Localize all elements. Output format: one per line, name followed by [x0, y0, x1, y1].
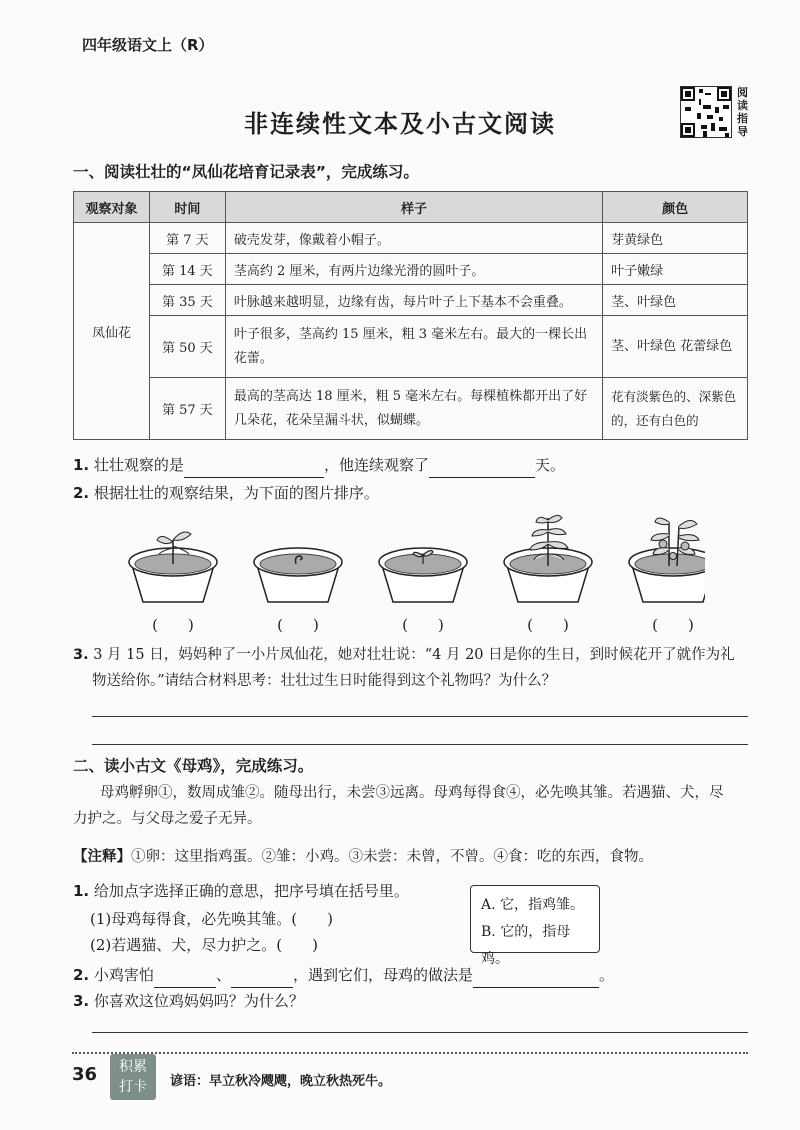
- look-cell: 茎高约 2 厘米，有两片边缘光滑的圆叶子。: [225, 254, 602, 285]
- order-blank-4[interactable]: ( ): [527, 616, 569, 634]
- accumulate-badge: [110, 1054, 156, 1100]
- section1-heading: 一、阅读壮壮的“凤仙花培育记录表”，完成练习。: [73, 163, 419, 181]
- question-text: 壮壮观察的是: [93, 456, 184, 474]
- book-label: 四年级语文上（R）: [82, 36, 214, 54]
- table-header: 时间: [149, 192, 225, 223]
- table-header: 样子: [225, 192, 602, 223]
- option-a: A. 它，指鸡雏。: [481, 897, 585, 913]
- question-text: 根据壮壮的观察结果，为下面的图片排序。: [93, 484, 379, 502]
- notes: [73, 844, 653, 870]
- subject-cell: 凤仙花: [74, 223, 150, 440]
- plant-pictures: [125, 510, 705, 610]
- question-number: 2.: [73, 966, 90, 984]
- table-row: [74, 254, 748, 285]
- question-text: 给加点字选择正确的意思，把序号填在括号里。: [93, 882, 409, 900]
- notes-text: ①卵：这里指鸡蛋。②雏：小鸡。③未尝：未曾，不曾。④食：吃的东西，食物。: [131, 849, 653, 865]
- qr-code[interactable]: [680, 86, 732, 138]
- question-3-cont: 物送给你。”请结合材料思考：壮壮过生日时能得到这个礼物吗？为什么？: [92, 673, 557, 689]
- s2-question-3: [73, 988, 304, 1014]
- table-row: [74, 285, 748, 316]
- page-number: 36: [72, 1064, 98, 1085]
- answer-line[interactable]: [92, 1032, 748, 1033]
- page-title: 非连续性文本及小古文阅读: [244, 109, 556, 138]
- time-cell: 第 7 天: [149, 223, 225, 254]
- answer-blank[interactable]: [429, 460, 535, 478]
- question-number: 2.: [73, 484, 90, 502]
- record-table: [73, 191, 748, 440]
- answer-line[interactable]: [92, 744, 748, 745]
- order-blank-5[interactable]: ( ): [652, 616, 694, 634]
- option-b: B. 它的，指母鸡。: [481, 924, 571, 967]
- color-cell: 茎、叶绿色 花蕾绿色: [603, 316, 748, 378]
- time-cell: 第 50 天: [149, 316, 225, 378]
- question-text: 你喜欢这位鸡妈妈吗？为什么？: [93, 992, 304, 1010]
- look-cell: 破壳发芽，像戴着小帽子。: [225, 223, 602, 254]
- notes-label: 【注释】: [73, 849, 131, 865]
- color-cell: 花有淡紫色的、深紫色的，还有白色的: [603, 378, 748, 440]
- order-blank-3[interactable]: ( ): [402, 616, 444, 634]
- question-3: [73, 642, 753, 668]
- table-header: 颜色: [603, 192, 748, 223]
- passage-line-1: 母鸡孵卵①，数周成雏②。随母出行，未尝③远离。母鸡每得食④，必先唤其雏。若遇猫、犬，尽: [100, 785, 724, 801]
- time-cell: 第 57 天: [149, 378, 225, 440]
- s2-q1-item-2: (2)若遇猫、犬，尽力护之。( ): [90, 936, 318, 954]
- answer-blank[interactable]: [473, 970, 599, 988]
- picture-4: [504, 515, 592, 602]
- time-cell: 第 35 天: [149, 285, 225, 316]
- proverb: 谚语：早立秋冷飕飕，晚立秋热死牛。: [170, 1074, 392, 1089]
- answer-blank[interactable]: [231, 970, 293, 988]
- question-number: 3.: [73, 992, 90, 1010]
- question-text: 。: [598, 966, 614, 984]
- picture-3: [379, 548, 467, 602]
- question-text: 天。: [534, 456, 565, 474]
- footer-divider: [72, 1052, 748, 1054]
- question-number: 1.: [73, 882, 90, 900]
- s2-question-1: [73, 878, 409, 904]
- s2-q1-item-1: (1)母鸡每得食，必先唤其雏。( ): [90, 910, 333, 928]
- look-cell: 叶脉越来越明显，边缘有齿，每片叶子上下基本不会重叠。: [225, 285, 602, 316]
- question-text: 3 月 15 日，妈妈种了一小片凤仙花，她对壮壮说：“4 月 20 日是你的生日，到时候花开了就作为礼: [93, 647, 735, 663]
- table-header: 观察对象: [74, 192, 150, 223]
- look-cell: 最高的茎高达 18 厘米，粗 5 毫米左右。每棵植株都开出了好几朵花，花朵呈漏斗状，似蝴蝶。: [225, 378, 602, 440]
- answer-blank[interactable]: [154, 970, 216, 988]
- question-text: ，他连续观察了: [323, 456, 429, 474]
- badge-line-2: 打卡: [119, 1079, 147, 1095]
- options-box: [470, 885, 600, 967]
- badge-line-1: 积累: [119, 1059, 147, 1075]
- table-header-row: [74, 192, 748, 223]
- table-row: [74, 378, 748, 440]
- answer-line[interactable]: [92, 716, 748, 717]
- question-1: [73, 452, 565, 478]
- answer-blank[interactable]: [184, 460, 324, 478]
- picture-2: [254, 548, 342, 602]
- order-blank-1[interactable]: ( ): [152, 616, 194, 634]
- question-2: [73, 480, 379, 506]
- color-cell: 茎、叶绿色: [603, 285, 748, 316]
- question-text: 、: [215, 966, 231, 984]
- color-cell: 芽黄绿色: [603, 223, 748, 254]
- question-number: 3.: [73, 647, 89, 663]
- question-text: 小鸡害怕: [93, 966, 154, 984]
- look-cell: 叶子很多，茎高约 15 厘米，粗 3 毫米左右。最大的一棵长出花蕾。: [225, 316, 602, 378]
- qr-label: 阅读指导: [737, 86, 748, 138]
- picture-1: [129, 532, 217, 602]
- question-text: ，遇到它们，母鸡的做法是: [292, 966, 473, 984]
- passage-line-2: 力护之。与父母之爱子无异。: [73, 811, 262, 827]
- time-cell: 第 14 天: [149, 254, 225, 285]
- picture-5: [629, 518, 705, 602]
- table-row: [74, 223, 748, 254]
- table-row: [74, 316, 748, 378]
- question-number: 1.: [73, 456, 90, 474]
- section2-heading: 二、读小古文《母鸡》，完成练习。: [73, 757, 314, 775]
- order-blank-2[interactable]: ( ): [277, 616, 319, 634]
- s2-question-2: [73, 962, 614, 988]
- color-cell: 叶子嫩绿: [603, 254, 748, 285]
